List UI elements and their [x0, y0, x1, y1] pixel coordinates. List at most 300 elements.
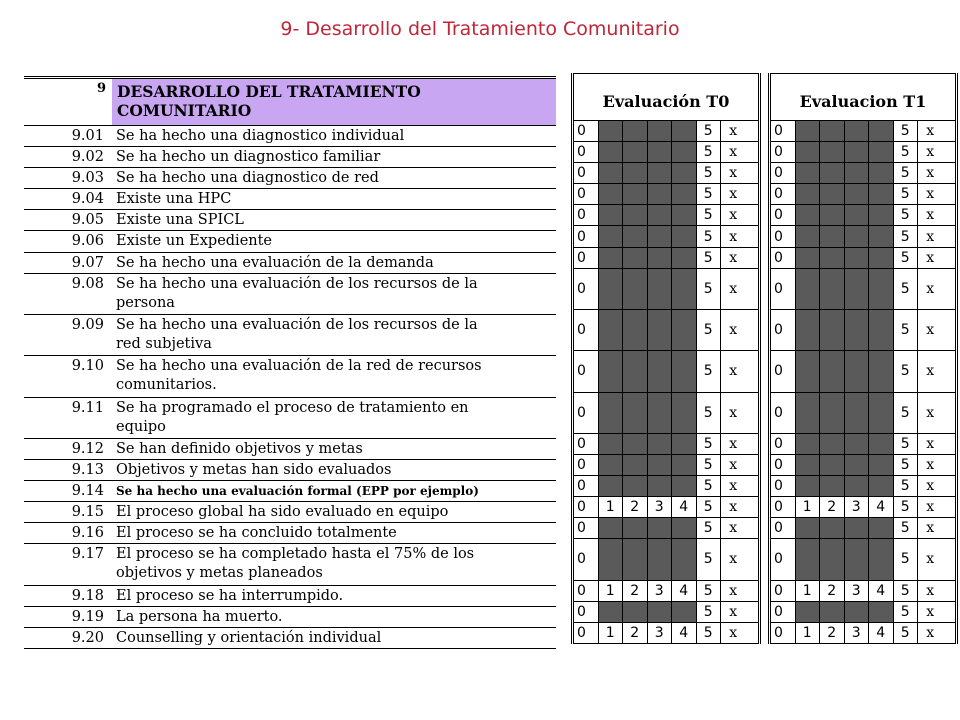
score-cell-disabled [845, 518, 870, 538]
score-cell-x[interactable]: x [926, 207, 935, 224]
score-cell-disabled [845, 184, 870, 204]
score-cell-0[interactable]: 0 [574, 581, 599, 601]
score-cell-disabled [820, 142, 845, 162]
score-cell-disabled [869, 476, 894, 496]
item-text [112, 460, 556, 480]
score-cell-0[interactable]: 0 [574, 142, 599, 162]
score-cell-5[interactable]: 5 [697, 142, 722, 162]
score-cell-disabled [845, 393, 870, 433]
item-text-line: Existe una HPC [116, 191, 232, 208]
score-cell-0[interactable]: 0 [771, 518, 796, 538]
score-cell-disabled [845, 476, 870, 496]
item-number: 9.05 [71, 212, 104, 229]
score-cell-3[interactable]: 3 [648, 623, 673, 643]
score-cell-disabled [648, 434, 673, 454]
score-cell-x[interactable]: x [729, 144, 738, 161]
score-row-t0 [574, 434, 758, 455]
score-cell-5[interactable]: 5 [894, 310, 919, 350]
score-cell-0[interactable]: 0 [771, 310, 796, 350]
score-cell-0[interactable]: 0 [574, 184, 599, 204]
evaluation-t0-rows [574, 121, 758, 644]
score-row-t1 [771, 455, 955, 476]
score-cell-0[interactable]: 0 [771, 539, 796, 579]
score-cell-4[interactable]: 4 [869, 581, 894, 601]
score-row-t0 [574, 455, 758, 476]
score-cell-x[interactable]: x [729, 207, 738, 224]
score-cell-disabled [845, 310, 870, 350]
score-cell-x[interactable]: x [926, 186, 935, 203]
score-cell-2[interactable]: 2 [623, 623, 648, 643]
score-cell-x[interactable]: x [926, 603, 935, 620]
score-cell-5[interactable]: 5 [894, 393, 919, 433]
score-cell-disabled [869, 393, 894, 433]
score-cell-disabled [599, 121, 624, 141]
score-cell-disabled [869, 539, 894, 579]
score-cell-4[interactable]: 4 [672, 497, 697, 517]
section-number: 9 [24, 79, 112, 125]
score-cell-0[interactable]: 0 [574, 476, 599, 496]
score-cell-5[interactable]: 5 [697, 393, 722, 433]
item-text-line: Se ha hecho una evaluación de los recursos de la [116, 316, 478, 333]
item-text-line: El proceso se ha concluido totalmente [116, 525, 397, 542]
score-cell-x[interactable]: x [729, 435, 738, 452]
score-cell-2[interactable]: 2 [623, 497, 648, 517]
score-cell-x[interactable]: x [926, 363, 935, 380]
score-cell-x[interactable]: x [729, 520, 738, 537]
score-cell-disabled [623, 393, 648, 433]
score-row-t1 [771, 393, 955, 434]
item-text-line: El proceso global ha sido evaluado en equipo [116, 504, 449, 521]
score-cell-3[interactable]: 3 [845, 581, 870, 601]
score-cell-5[interactable]: 5 [697, 205, 722, 225]
score-cell-0[interactable]: 0 [771, 581, 796, 601]
section-title-line1: DESARROLLO DEL TRATAMIENTO [117, 82, 421, 101]
score-cell-disabled [869, 310, 894, 350]
score-cell-2[interactable]: 2 [820, 581, 845, 601]
score-cell-disabled [796, 476, 821, 496]
score-cell-x[interactable]: x [926, 499, 935, 516]
score-cell-0[interactable]: 0 [574, 205, 599, 225]
score-cell-disabled [672, 269, 697, 309]
score-cell-0[interactable]: 0 [574, 497, 599, 517]
item-text-line: Se ha hecho una evaluación de los recursos de la [116, 275, 478, 292]
item-number: 9.16 [71, 525, 104, 542]
score-cell-5[interactable]: 5 [697, 581, 722, 601]
score-cell-0[interactable]: 0 [574, 163, 599, 183]
item-row [24, 231, 556, 252]
score-cell-5[interactable]: 5 [894, 623, 919, 643]
score-cell-0[interactable]: 0 [771, 434, 796, 454]
score-cell-disabled [869, 248, 894, 268]
score-cell-disabled [672, 163, 697, 183]
section-header [24, 79, 556, 126]
score-cell-x[interactable]: x [729, 499, 738, 516]
item-row [24, 168, 556, 189]
item-text [112, 502, 556, 522]
score-row-t0 [574, 497, 758, 518]
score-cell-x[interactable]: x [729, 624, 738, 641]
score-cell-2[interactable]: 2 [623, 581, 648, 601]
item-text-line: La persona ha muerto. [116, 608, 283, 625]
score-row-t1 [771, 434, 955, 455]
score-cell-disabled [845, 602, 870, 622]
score-cell-x[interactable]: x [729, 363, 738, 380]
score-cell-disabled [599, 248, 624, 268]
score-cell-3[interactable]: 3 [845, 497, 870, 517]
score-cell-disabled [648, 121, 673, 141]
score-cell-x[interactable]: x [729, 280, 738, 297]
score-row-t0 [574, 226, 758, 247]
score-cell-x[interactable]: x [926, 165, 935, 182]
score-row-t0 [574, 351, 758, 392]
score-cell-disabled [820, 310, 845, 350]
score-cell-5[interactable]: 5 [697, 518, 722, 538]
score-cell-1[interactable]: 1 [599, 497, 624, 517]
evaluation-t0-title: Evaluación T0 [574, 73, 758, 121]
item-row [24, 544, 556, 585]
score-cell-5[interactable]: 5 [697, 184, 722, 204]
score-cell-disabled [796, 226, 821, 246]
score-cell-0[interactable]: 0 [574, 623, 599, 643]
score-cell-5[interactable]: 5 [697, 121, 722, 141]
score-row-t0 [574, 310, 758, 351]
score-cell-0[interactable]: 0 [574, 248, 599, 268]
score-cell-5[interactable]: 5 [697, 310, 722, 350]
score-cell-disabled [672, 248, 697, 268]
score-cell-x[interactable]: x [926, 144, 935, 161]
item-number: 9.03 [71, 170, 104, 187]
score-cell-x[interactable]: x [926, 478, 935, 495]
item-row [24, 439, 556, 460]
score-cell-0[interactable]: 0 [771, 623, 796, 643]
item-row [24, 315, 556, 356]
score-cell-disabled [648, 476, 673, 496]
score-row-t1 [771, 497, 955, 518]
score-cell-disabled [869, 434, 894, 454]
score-cell-0[interactable]: 0 [771, 393, 796, 433]
score-cell-5[interactable]: 5 [697, 163, 722, 183]
score-cell-disabled [672, 184, 697, 204]
score-cell-disabled [648, 142, 673, 162]
score-cell-4[interactable]: 4 [672, 623, 697, 643]
score-row-t0 [574, 121, 758, 142]
score-cell-disabled [796, 184, 821, 204]
score-cell-0[interactable]: 0 [771, 497, 796, 517]
items-table [24, 76, 556, 649]
score-cell-disabled [672, 393, 697, 433]
item-row [24, 502, 556, 523]
score-row-t1 [771, 602, 955, 623]
score-cell-5[interactable]: 5 [894, 163, 919, 183]
score-cell-0[interactable]: 0 [771, 184, 796, 204]
score-cell-5[interactable]: 5 [894, 476, 919, 496]
item-number: 9.20 [71, 629, 104, 646]
score-cell-disabled [623, 518, 648, 538]
score-cell-5[interactable]: 5 [697, 497, 722, 517]
score-cell-disabled [820, 518, 845, 538]
item-number: 9.13 [71, 461, 104, 478]
score-cell-0[interactable]: 0 [574, 434, 599, 454]
item-number: 9.14 [71, 483, 104, 500]
score-cell-disabled [599, 434, 624, 454]
score-cell-disabled [796, 539, 821, 579]
item-text-line: Se ha programado el proceso de tratamiento en [116, 399, 469, 416]
score-cell-5[interactable]: 5 [894, 434, 919, 454]
score-cell-0[interactable]: 0 [771, 142, 796, 162]
item-rows [24, 126, 556, 649]
score-cell-disabled [648, 455, 673, 475]
score-cell-0[interactable]: 0 [771, 602, 796, 622]
section-title-line2: COMUNITARIO [117, 101, 252, 120]
score-cell-disabled [648, 248, 673, 268]
score-cell-disabled [796, 518, 821, 538]
score-cell-5[interactable]: 5 [697, 623, 722, 643]
score-cell-1[interactable]: 1 [599, 623, 624, 643]
score-row-t0 [574, 393, 758, 434]
score-cell-disabled [845, 163, 870, 183]
score-row-t0 [574, 539, 758, 580]
score-cell-0[interactable]: 0 [574, 226, 599, 246]
score-cell-5[interactable]: 5 [697, 602, 722, 622]
item-number: 9.15 [71, 504, 104, 521]
item-text-line: El proceso se ha interrumpido. [116, 587, 344, 604]
item-row [24, 607, 556, 628]
score-cell-2[interactable]: 2 [820, 497, 845, 517]
score-cell-disabled [869, 226, 894, 246]
score-cell-4[interactable]: 4 [869, 623, 894, 643]
score-cell-5[interactable]: 5 [697, 226, 722, 246]
score-cell-x[interactable]: x [926, 582, 935, 599]
score-cell-0[interactable]: 0 [574, 602, 599, 622]
item-row [24, 398, 556, 439]
score-cell-5[interactable]: 5 [697, 434, 722, 454]
section-title [112, 79, 556, 125]
score-cell-disabled [820, 226, 845, 246]
score-cell-x[interactable]: x [729, 582, 738, 599]
item-text [112, 607, 556, 627]
score-cell-5[interactable]: 5 [894, 248, 919, 268]
score-cell-5[interactable]: 5 [894, 226, 919, 246]
score-cell-1[interactable]: 1 [599, 581, 624, 601]
item-text [112, 628, 556, 648]
evaluation-t1-grid [768, 73, 958, 644]
score-cell-x[interactable]: x [926, 520, 935, 537]
score-cell-0[interactable]: 0 [574, 455, 599, 475]
item-row [24, 460, 556, 481]
score-cell-0[interactable]: 0 [771, 226, 796, 246]
score-cell-x[interactable]: x [729, 551, 738, 568]
score-cell-0[interactable]: 0 [771, 351, 796, 391]
score-cell-x[interactable]: x [926, 624, 935, 641]
score-cell-x[interactable]: x [729, 165, 738, 182]
score-cell-disabled [672, 539, 697, 579]
score-cell-disabled [820, 476, 845, 496]
item-text [112, 274, 556, 314]
score-cell-disabled [845, 351, 870, 391]
score-cell-5[interactable]: 5 [894, 184, 919, 204]
score-row-t1 [771, 226, 955, 247]
score-cell-0[interactable]: 0 [574, 310, 599, 350]
score-row-t0 [574, 163, 758, 184]
score-cell-disabled [796, 434, 821, 454]
score-cell-x[interactable]: x [729, 456, 738, 473]
score-cell-0[interactable]: 0 [574, 539, 599, 579]
score-cell-5[interactable]: 5 [697, 476, 722, 496]
score-cell-5[interactable]: 5 [894, 121, 919, 141]
score-cell-disabled [648, 226, 673, 246]
score-cell-disabled [820, 602, 845, 622]
score-cell-disabled [869, 351, 894, 391]
score-cell-5[interactable]: 5 [894, 142, 919, 162]
score-cell-5[interactable]: 5 [697, 248, 722, 268]
score-cell-x[interactable]: x [926, 322, 935, 339]
score-cell-5[interactable]: 5 [894, 539, 919, 579]
score-cell-0[interactable]: 0 [574, 393, 599, 433]
score-cell-x[interactable]: x [729, 404, 738, 421]
item-text-line: Se ha hecho una evaluación de la demanda [116, 254, 434, 271]
score-cell-x[interactable]: x [729, 228, 738, 245]
score-cell-0[interactable]: 0 [771, 248, 796, 268]
score-cell-disabled [845, 455, 870, 475]
item-text [112, 481, 556, 501]
score-cell-0[interactable]: 0 [771, 476, 796, 496]
score-row-t0 [574, 623, 758, 644]
score-cell-x[interactable]: x [926, 404, 935, 421]
item-text [112, 544, 556, 584]
score-cell-x[interactable]: x [926, 228, 935, 245]
score-cell-1[interactable]: 1 [796, 581, 821, 601]
score-row-t0 [574, 269, 758, 310]
item-row [24, 253, 556, 274]
item-number: 9.10 [71, 358, 104, 375]
score-cell-x[interactable]: x [926, 435, 935, 452]
item-row [24, 523, 556, 544]
score-cell-0[interactable]: 0 [771, 163, 796, 183]
score-cell-disabled [599, 310, 624, 350]
score-cell-5[interactable]: 5 [894, 497, 919, 517]
slide-title: 9- Desarrollo del Tratamiento Comunitario [280, 18, 680, 40]
score-cell-x[interactable]: x [729, 603, 738, 620]
score-row-t0 [574, 518, 758, 539]
score-cell-0[interactable]: 0 [574, 351, 599, 391]
score-cell-x[interactable]: x [729, 478, 738, 495]
score-cell-x[interactable]: x [926, 551, 935, 568]
score-cell-2[interactable]: 2 [820, 623, 845, 643]
score-cell-5[interactable]: 5 [697, 269, 722, 309]
score-cell-5[interactable]: 5 [894, 455, 919, 475]
score-row-t1 [771, 248, 955, 269]
item-row [24, 147, 556, 168]
score-row-t0 [574, 602, 758, 623]
score-cell-3[interactable]: 3 [845, 623, 870, 643]
item-row [24, 126, 556, 147]
score-cell-5[interactable]: 5 [894, 518, 919, 538]
item-text [112, 315, 556, 355]
score-cell-disabled [599, 184, 624, 204]
score-cell-5[interactable]: 5 [894, 351, 919, 391]
score-cell-disabled [599, 602, 624, 622]
score-cell-5[interactable]: 5 [894, 602, 919, 622]
score-cell-x[interactable]: x [729, 249, 738, 266]
score-cell-disabled [820, 351, 845, 391]
score-cell-x[interactable]: x [729, 186, 738, 203]
score-cell-x[interactable]: x [926, 249, 935, 266]
score-cell-disabled [623, 248, 648, 268]
score-cell-disabled [869, 518, 894, 538]
score-cell-0[interactable]: 0 [574, 121, 599, 141]
evaluation-t1-title: Evaluacion T1 [771, 73, 955, 121]
score-cell-0[interactable]: 0 [771, 121, 796, 141]
score-row-t1 [771, 310, 955, 351]
score-cell-disabled [599, 351, 624, 391]
item-text [112, 147, 556, 167]
score-cell-5[interactable]: 5 [894, 269, 919, 309]
score-cell-disabled [796, 310, 821, 350]
score-row-t1 [771, 121, 955, 142]
score-cell-5[interactable]: 5 [894, 581, 919, 601]
score-cell-3[interactable]: 3 [648, 497, 673, 517]
score-cell-disabled [820, 163, 845, 183]
score-cell-x[interactable]: x [926, 123, 935, 140]
score-cell-disabled [672, 476, 697, 496]
item-text [112, 231, 556, 251]
score-row-t0 [574, 205, 758, 226]
score-cell-disabled [623, 455, 648, 475]
score-cell-disabled [599, 142, 624, 162]
score-cell-disabled [845, 205, 870, 225]
item-number: 9.06 [71, 233, 104, 250]
score-cell-3[interactable]: 3 [648, 581, 673, 601]
score-cell-1[interactable]: 1 [796, 497, 821, 517]
score-cell-0[interactable]: 0 [771, 269, 796, 309]
score-cell-disabled [623, 310, 648, 350]
score-cell-1[interactable]: 1 [796, 623, 821, 643]
score-cell-disabled [599, 393, 624, 433]
score-row-t0 [574, 184, 758, 205]
score-cell-disabled [796, 455, 821, 475]
score-cell-disabled [845, 142, 870, 162]
score-cell-x[interactable]: x [729, 322, 738, 339]
item-number: 9.07 [71, 254, 104, 271]
score-row-t1 [771, 518, 955, 539]
score-cell-5[interactable]: 5 [697, 539, 722, 579]
score-cell-disabled [820, 434, 845, 454]
score-cell-disabled [623, 184, 648, 204]
score-cell-disabled [648, 184, 673, 204]
score-cell-5[interactable]: 5 [697, 455, 722, 475]
item-number: 9.18 [71, 587, 104, 604]
score-cell-4[interactable]: 4 [672, 581, 697, 601]
score-cell-disabled [599, 455, 624, 475]
score-cell-disabled [623, 476, 648, 496]
score-cell-5[interactable]: 5 [894, 205, 919, 225]
score-cell-x[interactable]: x [729, 123, 738, 140]
item-text-line: Objetivos y metas han sido evaluados [116, 461, 392, 478]
score-cell-disabled [820, 393, 845, 433]
score-row-t1 [771, 184, 955, 205]
score-cell-0[interactable]: 0 [574, 518, 599, 538]
score-cell-0[interactable]: 0 [771, 205, 796, 225]
score-cell-disabled [845, 269, 870, 309]
score-cell-4[interactable]: 4 [869, 497, 894, 517]
score-cell-0[interactable]: 0 [771, 455, 796, 475]
score-row-t1 [771, 269, 955, 310]
score-cell-0[interactable]: 0 [574, 269, 599, 309]
score-cell-5[interactable]: 5 [697, 351, 722, 391]
score-cell-x[interactable]: x [926, 456, 935, 473]
score-cell-x[interactable]: x [926, 280, 935, 297]
item-text-line: objetivos y metas planeados [116, 565, 323, 582]
